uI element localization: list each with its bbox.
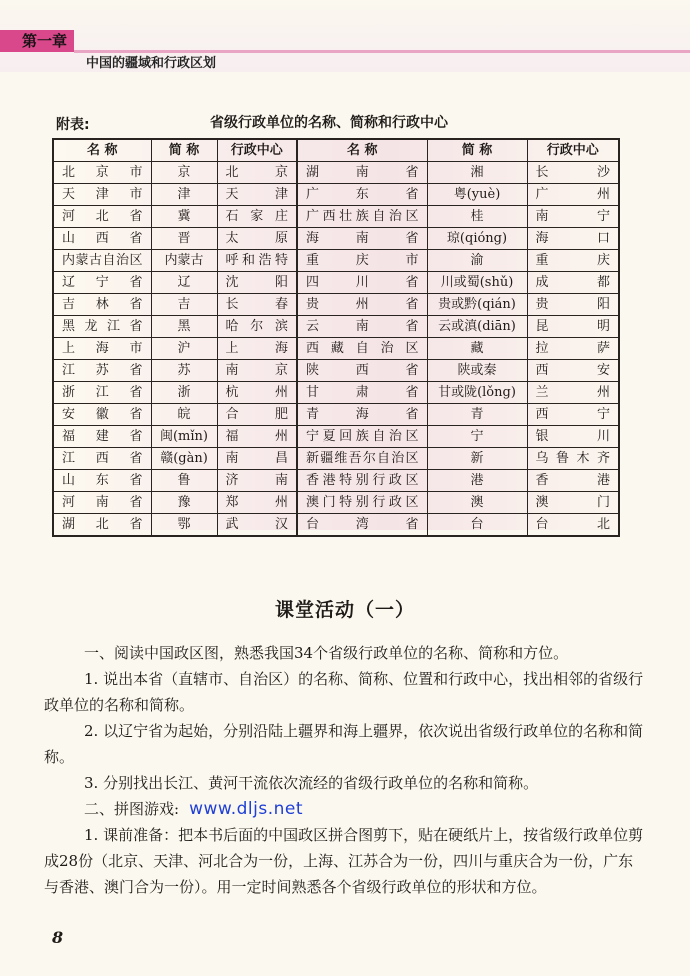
cell-name: 香港特别行政区 bbox=[297, 470, 427, 492]
cell-name: 河南省 bbox=[53, 492, 151, 514]
cell-name: 北京市 bbox=[53, 162, 151, 184]
cell-name: 内蒙古自治区 bbox=[53, 250, 151, 272]
chapter-label: 第一章 bbox=[22, 32, 68, 50]
cell-name: 山东省 bbox=[53, 470, 151, 492]
watermark-url: www.dljs.net bbox=[189, 799, 304, 819]
cell-center: 拉萨 bbox=[527, 338, 619, 360]
cell-abbr: 粤(yuè) bbox=[427, 184, 527, 206]
cell-name: 广东省 bbox=[297, 184, 427, 206]
cell-abbr: 琼(qióng) bbox=[427, 228, 527, 250]
cell-name: 海南省 bbox=[297, 228, 427, 250]
cell-center: 南京 bbox=[217, 360, 297, 382]
header-name-2: 名 称 bbox=[297, 139, 427, 162]
cell-abbr: 苏 bbox=[151, 360, 217, 382]
cell-abbr: 晋 bbox=[151, 228, 217, 250]
table-row bbox=[53, 360, 619, 382]
header-abbr-2: 简 称 bbox=[427, 139, 527, 162]
cell-abbr: 桂 bbox=[427, 206, 527, 228]
cell-center: 武汉 bbox=[217, 514, 297, 537]
cell-name: 安徽省 bbox=[53, 404, 151, 426]
cell-center: 重庆 bbox=[527, 250, 619, 272]
cell-name: 甘肃省 bbox=[297, 382, 427, 404]
paragraph-puzzle-prep-text: 1. 课前准备：把本书后面的中国政区拼合图剪下，贴在硬纸片上，按省级行政单位剪成28份（北京、天津、河北合为一份，上海、江苏合为一份，四川与重庆合为一份，广东与香港、澳门合为一份）。用一定时间熟悉各个省级行政单位的形状和方位。 bbox=[44, 826, 644, 896]
section-heading: 课堂活动（一） bbox=[274, 599, 415, 621]
cell-abbr: 皖 bbox=[151, 404, 217, 426]
cell-name: 重庆市 bbox=[297, 250, 427, 272]
cell-center: 兰州 bbox=[527, 382, 619, 404]
paragraph-puzzle bbox=[44, 796, 644, 822]
table-row bbox=[53, 272, 619, 294]
cell-abbr: 宁 bbox=[427, 426, 527, 448]
cell-name: 浙江省 bbox=[53, 382, 151, 404]
cell-center: 郑州 bbox=[217, 492, 297, 514]
table-row bbox=[53, 250, 619, 272]
cell-center: 台北 bbox=[527, 514, 619, 537]
cell-center: 石家庄 bbox=[217, 206, 297, 228]
admin-units-table-container bbox=[52, 138, 618, 530]
paragraph-puzzle-prep bbox=[44, 822, 644, 900]
table-row bbox=[53, 448, 619, 470]
cell-center: 合肥 bbox=[217, 404, 297, 426]
header-center-1: 行政中心 bbox=[217, 139, 297, 162]
paragraph-intro-text: 一、阅读中国政区图，熟悉我国34个省级行政单位的名称、简称和方位。 bbox=[84, 644, 569, 662]
cell-center: 杭州 bbox=[217, 382, 297, 404]
cell-name: 宁夏回族自治区 bbox=[297, 426, 427, 448]
cell-name: 西藏自治区 bbox=[297, 338, 427, 360]
cell-name: 湖北省 bbox=[53, 514, 151, 537]
cell-abbr: 浙 bbox=[151, 382, 217, 404]
cell-abbr: 辽 bbox=[151, 272, 217, 294]
cell-center: 南宁 bbox=[527, 206, 619, 228]
cell-abbr: 内蒙古 bbox=[151, 250, 217, 272]
cell-abbr: 黑 bbox=[151, 316, 217, 338]
header-abbr-1: 简 称 bbox=[151, 139, 217, 162]
cell-center: 成都 bbox=[527, 272, 619, 294]
cell-name: 福建省 bbox=[53, 426, 151, 448]
table-row bbox=[53, 514, 619, 537]
table-row bbox=[53, 316, 619, 338]
table-header-row bbox=[53, 139, 619, 162]
cell-abbr: 渝 bbox=[427, 250, 527, 272]
cell-abbr: 甘或陇(lǒng) bbox=[427, 382, 527, 404]
header-name-1: 名 称 bbox=[53, 139, 151, 162]
cell-name: 天津市 bbox=[53, 184, 151, 206]
cell-abbr: 湘 bbox=[427, 162, 527, 184]
table-row bbox=[53, 228, 619, 250]
cell-abbr: 新 bbox=[427, 448, 527, 470]
table-row bbox=[53, 206, 619, 228]
cell-center: 北京 bbox=[217, 162, 297, 184]
table-row bbox=[53, 404, 619, 426]
cell-center: 哈尔滨 bbox=[217, 316, 297, 338]
cell-name: 台湾省 bbox=[297, 514, 427, 537]
table-row bbox=[53, 184, 619, 206]
cell-center: 长沙 bbox=[527, 162, 619, 184]
cell-abbr: 鄂 bbox=[151, 514, 217, 537]
cell-center: 济南 bbox=[217, 470, 297, 492]
cell-center: 沈阳 bbox=[217, 272, 297, 294]
cell-abbr: 津 bbox=[151, 184, 217, 206]
cell-abbr: 青 bbox=[427, 404, 527, 426]
cell-abbr: 港 bbox=[427, 470, 527, 492]
paragraph-item-2 bbox=[44, 718, 644, 770]
chapter-title: 中国的疆域和行政区划 bbox=[86, 56, 217, 71]
cell-name: 湖南省 bbox=[297, 162, 427, 184]
table-row bbox=[53, 470, 619, 492]
cell-center: 澳门 bbox=[527, 492, 619, 514]
table-row bbox=[53, 294, 619, 316]
cell-center: 贵阳 bbox=[527, 294, 619, 316]
table-row bbox=[53, 492, 619, 514]
cell-abbr: 吉 bbox=[151, 294, 217, 316]
cell-center: 太原 bbox=[217, 228, 297, 250]
cell-center: 乌鲁木齐 bbox=[527, 448, 619, 470]
admin-units-table bbox=[52, 138, 620, 537]
cell-center: 西宁 bbox=[527, 404, 619, 426]
cell-abbr: 陕或秦 bbox=[427, 360, 527, 382]
cell-abbr: 川或蜀(shǔ) bbox=[427, 272, 527, 294]
table-row bbox=[53, 162, 619, 184]
cell-abbr: 豫 bbox=[151, 492, 217, 514]
cell-center: 西安 bbox=[527, 360, 619, 382]
cell-name: 上海市 bbox=[53, 338, 151, 360]
table-row bbox=[53, 382, 619, 404]
cell-name: 吉林省 bbox=[53, 294, 151, 316]
paragraph-intro bbox=[44, 640, 644, 666]
cell-center: 福州 bbox=[217, 426, 297, 448]
cell-abbr: 藏 bbox=[427, 338, 527, 360]
cell-abbr: 台 bbox=[427, 514, 527, 537]
cell-center: 香港 bbox=[527, 470, 619, 492]
cell-abbr: 冀 bbox=[151, 206, 217, 228]
page-number: 8 bbox=[52, 928, 64, 947]
cell-center: 昆明 bbox=[527, 316, 619, 338]
cell-abbr: 闽(mǐn) bbox=[151, 426, 217, 448]
cell-name: 青海省 bbox=[297, 404, 427, 426]
cell-center: 广州 bbox=[527, 184, 619, 206]
table-caption: 省级行政单位的名称、简称和行政中心 bbox=[210, 115, 448, 131]
cell-abbr: 京 bbox=[151, 162, 217, 184]
cell-name: 江苏省 bbox=[53, 360, 151, 382]
cell-abbr: 沪 bbox=[151, 338, 217, 360]
cell-name: 黑龙江省 bbox=[53, 316, 151, 338]
paragraph-item-1-text: 1. 说出本省（直辖市、自治区）的名称、简称、位置和行政中心，找出相邻的省级行政单位的名称和简称。 bbox=[44, 670, 644, 714]
cell-center: 呼和浩特 bbox=[217, 250, 297, 272]
cell-name: 贵州省 bbox=[297, 294, 427, 316]
cell-center: 上海 bbox=[217, 338, 297, 360]
paragraph-item-3 bbox=[44, 770, 644, 796]
paragraph-item-1 bbox=[44, 666, 644, 718]
table-caption-prefix: 附表: bbox=[56, 117, 90, 133]
cell-abbr: 贵或黔(qián) bbox=[427, 294, 527, 316]
cell-abbr: 云或滇(diān) bbox=[427, 316, 527, 338]
cell-center: 天津 bbox=[217, 184, 297, 206]
cell-abbr: 澳 bbox=[427, 492, 527, 514]
cell-abbr: 鲁 bbox=[151, 470, 217, 492]
paragraph-puzzle-text: 二、拼图游戏: bbox=[84, 800, 180, 818]
paragraph-item-3-text: 3. 分别找出长江、黄河干流依次流经的省级行政单位的名称和简称。 bbox=[84, 774, 539, 792]
cell-name: 云南省 bbox=[297, 316, 427, 338]
cell-name: 山西省 bbox=[53, 228, 151, 250]
cell-name: 江西省 bbox=[53, 448, 151, 470]
table-body bbox=[53, 162, 619, 537]
table-row bbox=[53, 338, 619, 360]
cell-name: 广西壮族自治区 bbox=[297, 206, 427, 228]
cell-center: 长春 bbox=[217, 294, 297, 316]
cell-name: 四川省 bbox=[297, 272, 427, 294]
cell-name: 陕西省 bbox=[297, 360, 427, 382]
cell-name: 河北省 bbox=[53, 206, 151, 228]
header-center-2: 行政中心 bbox=[527, 139, 619, 162]
cell-abbr: 赣(gàn) bbox=[151, 448, 217, 470]
paragraph-item-2-text: 2. 以辽宁省为起始，分别沿陆上疆界和海上疆界，依次说出省级行政单位的名称和简称。 bbox=[44, 722, 644, 766]
cell-center: 海口 bbox=[527, 228, 619, 250]
cell-name: 新疆维吾尔自治区 bbox=[297, 448, 427, 470]
cell-center: 南昌 bbox=[217, 448, 297, 470]
table-row bbox=[53, 426, 619, 448]
cell-center: 银川 bbox=[527, 426, 619, 448]
cell-name: 澳门特别行政区 bbox=[297, 492, 427, 514]
cell-name: 辽宁省 bbox=[53, 272, 151, 294]
